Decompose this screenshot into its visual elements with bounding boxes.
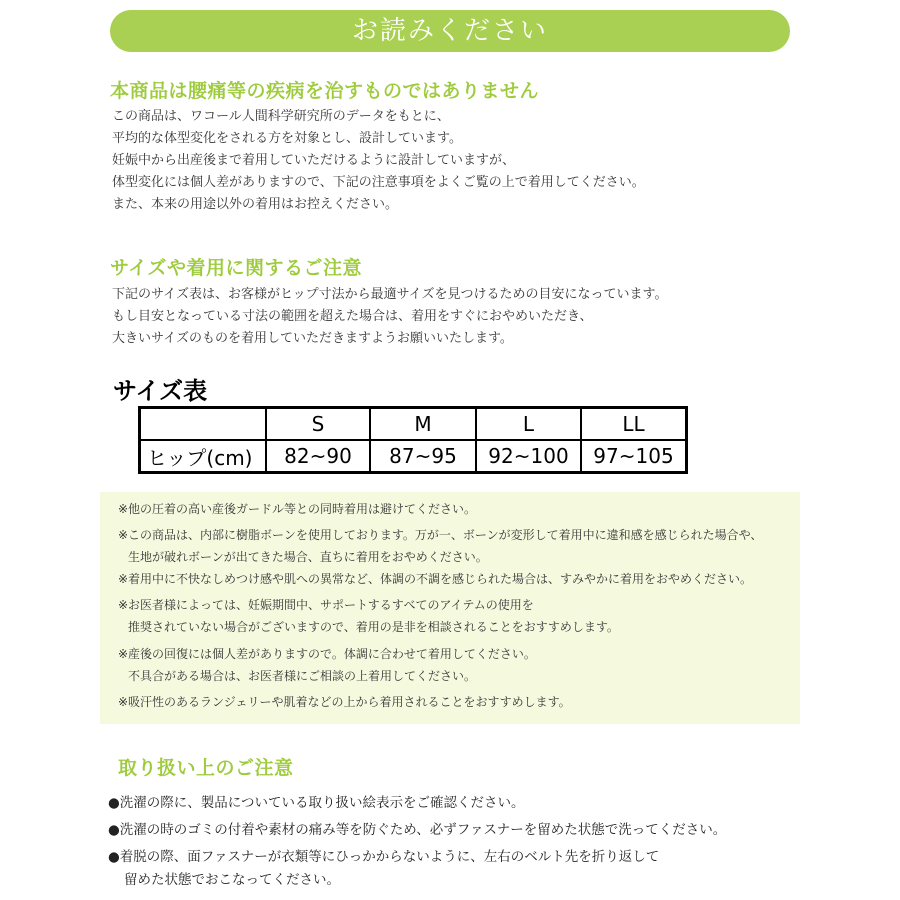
handling-list: [108, 790, 726, 894]
note-line: ※吸汗性のあるランジェリーや肌着などの上から着用されることをおすすめします。: [118, 695, 571, 709]
section2-body: [112, 284, 668, 350]
note-item: [118, 524, 762, 568]
note-line: ※着用中に不快なしめつけ感や肌への異常など、体調の不調を感じられた場合は、すみやかに着用をおやめください。: [118, 572, 753, 586]
section1-heading: 本商品は腰痛等の疾病を治すものではありません: [110, 80, 540, 102]
size-table-hip-row: [140, 440, 687, 473]
hip-value-m: 87~95: [370, 440, 476, 473]
note-line: ※この商品は、内部に樹脂ボーンを使用しております。万が一、ボーンが変形して着用中に違和感を感じられた場合や、: [118, 528, 763, 542]
handling-item: ●洗濯の際に、製品についている取り扱い絵表示をご確認ください。: [108, 795, 525, 811]
note-line: ※他の圧着の高い産後ガードル等との同時着用は避けてください。: [118, 502, 477, 516]
size-table-header-row: [140, 408, 687, 441]
section3-heading: 取り扱い上のご注意: [118, 757, 294, 779]
hip-value-l: 92~100: [476, 440, 581, 473]
note-item: [118, 643, 536, 687]
size-header-s: S: [266, 408, 370, 441]
banner: [110, 10, 790, 52]
section2-line: もし目安となっている寸法の範囲を超えた場合は、着用をすぐにおやめいただき、: [112, 309, 593, 324]
note-line: 不具合がある場合は、お医者様にご相談の上着用してください。: [128, 669, 477, 683]
handling-item: ●洗濯の時のゴミの付着や素材の痛み等を防ぐため、必ずファスナーを留めた状態で洗ってください。: [108, 822, 727, 838]
note-line: ※産後の回復には個人差がありますので。体調に合わせて着用してください。: [118, 647, 536, 661]
hip-value-s: 82~90: [266, 440, 370, 473]
section1-line: また、本来の用途以外の着用はお控えください。: [112, 197, 399, 212]
section2-heading: サイズや着用に関するご注意: [110, 257, 362, 279]
size-header-ll: LL: [581, 408, 687, 441]
note-item: [118, 594, 619, 638]
note-line: ※お医者様によっては、妊娠期間中、サポートするすべてのアイテムの使用を: [118, 598, 534, 612]
size-table-corner: [140, 408, 267, 441]
note-item: [118, 691, 571, 713]
section1-line: この商品は、ワコール人間科学研究所のデータをもとに、: [112, 109, 450, 124]
size-table-title: サイズ表: [113, 377, 208, 405]
section1-line: 平均的な体型変化をされる方を対象とし、設計しています。: [112, 131, 462, 146]
size-header-m: M: [370, 408, 476, 441]
size-header-l: L: [476, 408, 581, 441]
note-item: [118, 498, 476, 520]
handling-item-continuation: 留めた状態でおこなってください。: [124, 872, 340, 888]
note-line: 生地が破れボーンが出てきた場合、直ちに着用をおやめください。: [128, 550, 488, 564]
section1-line: 妊娠中から出産後まで着用していただけるように設計していますが、: [112, 153, 516, 168]
note-item: [118, 568, 752, 590]
hip-row-label: ヒップ(cm): [140, 440, 267, 473]
section2-line: 下記のサイズ表は、お客様がヒップ寸法から最適サイズを見つけるための目安になっています。: [112, 287, 668, 302]
hip-value-ll: 97~105: [581, 440, 687, 473]
size-table: [138, 406, 688, 474]
banner-title: お読みください: [351, 16, 548, 46]
section1-line: 体型変化には個人差がありますので、下記の注意事項をよくご覧の上で着用してください。: [112, 175, 645, 190]
handling-item: ●着脱の際、面ファスナーが衣類等にひっかからないように、左右のベルト先を折り返して: [108, 849, 660, 865]
section2-line: 大きいサイズのものを着用していただきますようお願いいたします。: [112, 331, 513, 346]
note-line: 推奨されていない場合がございますので、着用の是非を相談されることをおすすめします。: [128, 620, 619, 634]
section1-body: [112, 106, 645, 216]
